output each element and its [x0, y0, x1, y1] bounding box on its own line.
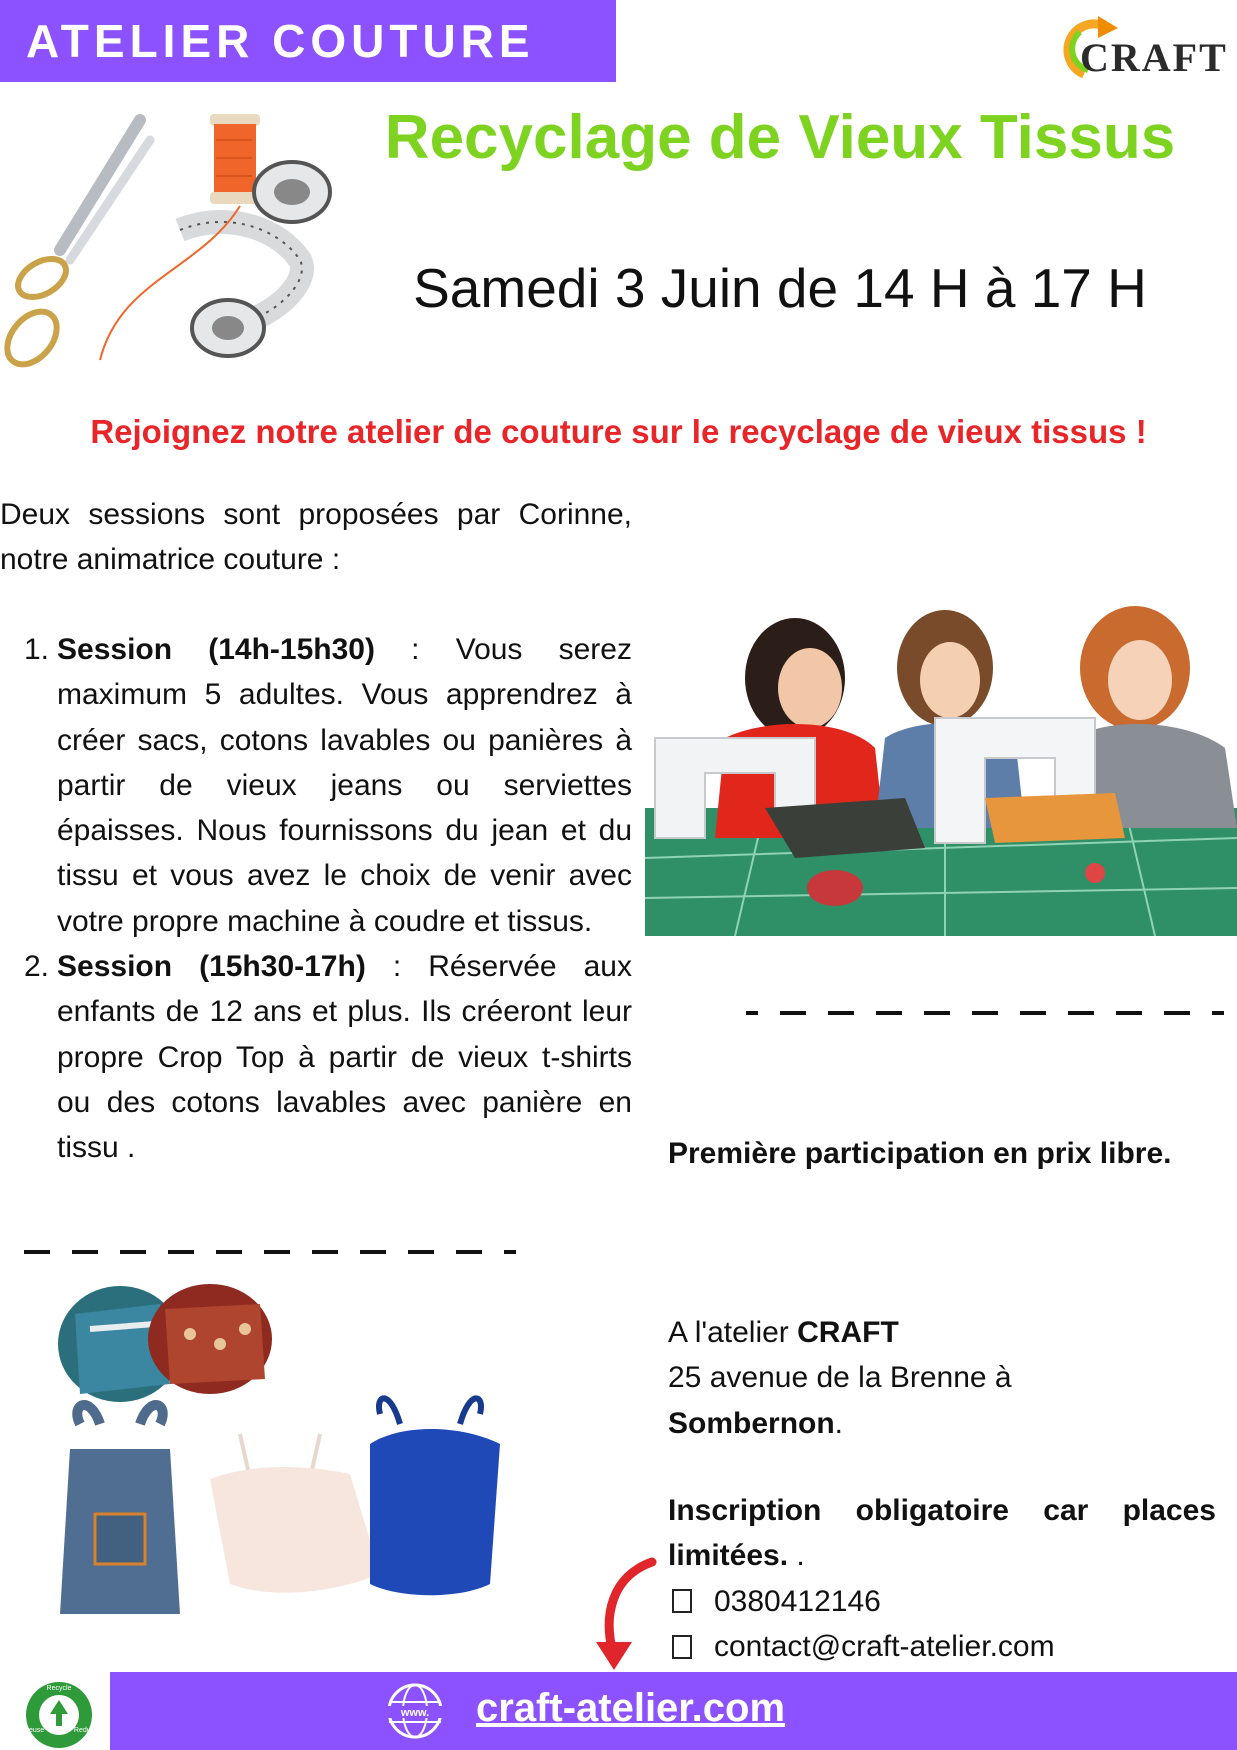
session-number: 1. — [24, 633, 50, 666]
location-city: Sombernon — [668, 1406, 835, 1440]
cotton-pads-basket-icon — [58, 1284, 272, 1402]
measuring-tape-icon — [180, 162, 330, 356]
blue-crop-top-icon — [370, 1398, 500, 1595]
phone-line — [668, 1579, 1216, 1624]
registration-block — [668, 1488, 1216, 1669]
phone-number[interactable]: 0380412146 — [714, 1584, 881, 1618]
email-address[interactable]: contact@craft-atelier.com — [714, 1629, 1055, 1663]
red-arrow-icon — [582, 1556, 662, 1674]
header-banner — [0, 0, 616, 82]
session-description: : Vous serez maximum 5 adultes. Vous apprendrez à créer sacs, cotons lavables ou panières à partir de vieux jeans ou serviettes épaisses. Nous fournissons du jean et du tissu et vous avez le choix de venir avec votre propre machine à coudre et tissus. — [57, 633, 632, 938]
dashed-divider-left — [24, 1250, 516, 1254]
scissors-icon — [0, 120, 150, 374]
email-checkbox-icon — [672, 1635, 692, 1659]
event-tagline: Rejoignez notre atelier de couture sur le recyclage de vieux tissus ! — [90, 413, 1147, 450]
globe-label: www. — [400, 1707, 430, 1719]
registration-note-suffix: . — [788, 1539, 805, 1573]
reduce-word: Reduce — [73, 1727, 99, 1734]
registration-note: Inscription obligatoire car places limitées. — [668, 1494, 1216, 1573]
session-title: Session (14h-15h30) — [57, 633, 375, 666]
session-number: 2. — [24, 950, 50, 984]
sewing-tools-illustration — [0, 110, 360, 380]
dashed-divider-right — [746, 1011, 1224, 1015]
pricing-text — [668, 1131, 1216, 1176]
globe-icon — [382, 1682, 448, 1740]
pricing-label: Première participation en prix libre. — [668, 1137, 1172, 1170]
website-link[interactable]: craft-atelier.com — [476, 1686, 786, 1730]
location-text — [668, 1310, 1216, 1446]
email-line — [668, 1624, 1216, 1669]
denim-bag-icon — [60, 1405, 180, 1614]
session-list — [0, 627, 632, 1171]
session-description: : Réservée aux enfants de 12 ans et plus. Ils créeront leur propre Crop Top à partir de vieux t-shirts ou des cotons lavables avec panière en tissu . — [57, 950, 632, 1165]
sewing-workshop-photo — [645, 598, 1237, 936]
event-title: Recyclage de Vieux Tissus — [384, 103, 1176, 172]
session-title: Session (15h30-17h) — [57, 950, 366, 984]
intro-paragraph: Deux sessions sont proposées par Corinne, notre animatrice couture : — [0, 498, 632, 577]
list-item — [0, 944, 632, 1170]
event-date: Samedi 3 Juin de 14 H à 17 H — [413, 257, 1147, 319]
recycled-products-collage — [60, 1274, 580, 1634]
list-item — [0, 627, 632, 944]
recycle-icon — [23, 1680, 99, 1750]
location-address: 25 avenue de la Brenne à — [668, 1361, 1012, 1395]
location-suffix: . — [834, 1406, 844, 1440]
location-prefix: A l'atelier — [668, 1316, 798, 1349]
reuse-word: Reuse — [23, 1727, 45, 1734]
phone-checkbox-icon — [672, 1589, 692, 1613]
logo-text: CRAFT — [1080, 35, 1228, 80]
location-name: CRAFT — [797, 1316, 899, 1349]
white-crop-top-icon — [210, 1434, 380, 1593]
footer-banner — [110, 1672, 1237, 1750]
craft-logo — [1058, 12, 1234, 84]
recycle-word: Recycle — [46, 1685, 72, 1692]
banner-label: ATELIER COUTURE — [26, 15, 535, 67]
